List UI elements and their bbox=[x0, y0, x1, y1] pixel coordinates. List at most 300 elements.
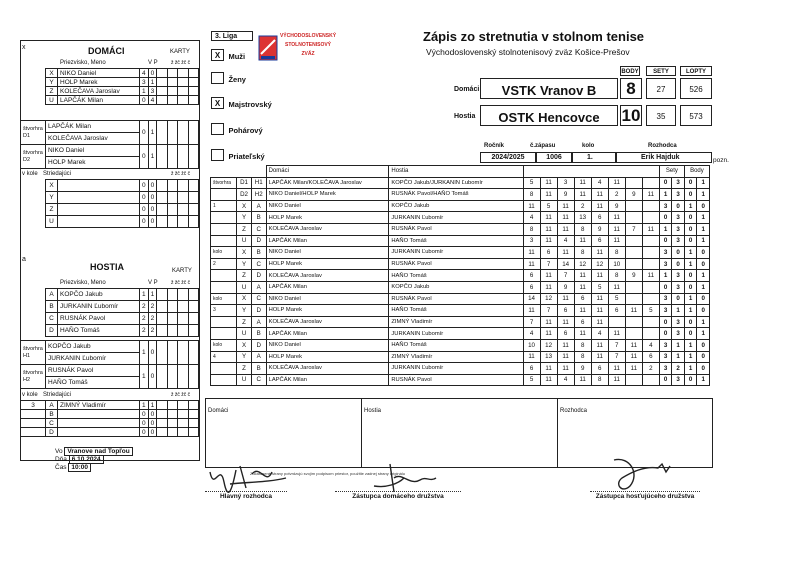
cell: 3 bbox=[672, 177, 685, 189]
cell bbox=[167, 96, 177, 105]
cell: 0 bbox=[684, 223, 697, 235]
cell: 11 bbox=[625, 351, 642, 363]
cell: 4 bbox=[557, 235, 574, 247]
cell bbox=[188, 145, 198, 169]
label-majstrovsky: Majstrovský bbox=[228, 100, 272, 109]
cell: 9 bbox=[557, 281, 574, 293]
sign-hostia: Zástupca hosťujúceho družstva bbox=[590, 491, 700, 500]
cell bbox=[167, 121, 177, 145]
cell: NIKO Daniel bbox=[266, 339, 389, 351]
cell: 1 bbox=[659, 189, 672, 201]
cell: 0 bbox=[684, 281, 697, 293]
cell: KOPČO Jakub bbox=[58, 289, 140, 301]
notes-hostia: Hostia bbox=[364, 408, 382, 414]
domaci-role: Domáci bbox=[454, 86, 480, 93]
cell: NIKO Daniel bbox=[266, 293, 389, 305]
domaci-lopty: 526 bbox=[680, 78, 712, 99]
cell: 1 bbox=[672, 339, 685, 351]
home-doubles-table bbox=[20, 120, 199, 169]
cell bbox=[157, 216, 167, 228]
cell: RUSNÁK Pavol bbox=[58, 313, 140, 325]
cell bbox=[188, 313, 198, 325]
kolo-label: kolo bbox=[582, 143, 595, 149]
cell: 0 bbox=[140, 216, 149, 228]
cell: HAŇO Tomáš bbox=[389, 305, 523, 317]
cell: 11 bbox=[557, 351, 574, 363]
cell: 1 bbox=[684, 293, 697, 305]
cell bbox=[625, 328, 642, 340]
dna-label: Dňa bbox=[55, 456, 67, 463]
cell: 0 bbox=[148, 216, 157, 228]
cell bbox=[188, 204, 198, 216]
cell: 11 bbox=[574, 374, 591, 386]
hostia-body: 10 bbox=[621, 106, 641, 125]
cell: 1 bbox=[697, 328, 710, 340]
match-row bbox=[211, 258, 710, 270]
cell: 1 bbox=[697, 374, 710, 386]
home-sub-row bbox=[46, 180, 199, 192]
cell: KOLEČAVA Jaroslav bbox=[266, 270, 389, 282]
cell: 1 bbox=[659, 270, 672, 282]
match-row bbox=[211, 374, 710, 386]
cell: 0 bbox=[148, 341, 157, 365]
cell: 8 bbox=[591, 374, 608, 386]
cell: 0 bbox=[659, 316, 672, 328]
cell: X bbox=[46, 180, 58, 192]
cell bbox=[167, 204, 177, 216]
cell: JURKANIN Ľubomír bbox=[389, 212, 523, 224]
cell: A bbox=[46, 401, 58, 410]
cell: 1 bbox=[684, 351, 697, 363]
logo-text-1: VÝCHODOSLOVENSKÝ bbox=[279, 33, 337, 39]
score-head-sety: SETY bbox=[646, 66, 676, 76]
match-row bbox=[211, 328, 710, 340]
cell: LAPČÁK Milan bbox=[266, 374, 389, 386]
cell: JURKANIN Ľubomír bbox=[389, 247, 523, 259]
cell bbox=[58, 410, 140, 419]
cell: 0 bbox=[697, 351, 710, 363]
away-doubles-table bbox=[20, 340, 199, 389]
cell bbox=[167, 289, 177, 301]
cell: HAŇO Tomáš bbox=[389, 235, 523, 247]
cell: 1 bbox=[148, 78, 157, 87]
cell bbox=[157, 96, 167, 105]
zzc-head-home: ž žč žč č bbox=[171, 60, 191, 66]
vo-label: Vo bbox=[55, 448, 63, 455]
cell: 8 bbox=[574, 339, 591, 351]
cell: 3 bbox=[557, 177, 574, 189]
cell: ZIMNÝ Vladimír bbox=[58, 401, 140, 410]
cell bbox=[188, 96, 198, 105]
cell: 0 bbox=[684, 189, 697, 201]
cell: 1 bbox=[148, 289, 157, 301]
cell: LAPČÁK Milan bbox=[266, 328, 389, 340]
cell: 3 bbox=[659, 258, 672, 270]
cell bbox=[167, 325, 177, 337]
cell: B bbox=[251, 363, 266, 375]
vo-value: Vranove nad Topľou bbox=[64, 447, 132, 456]
cell: 10 bbox=[523, 339, 540, 351]
cell: 3 bbox=[148, 87, 157, 96]
cell: LAPČÁK Milan bbox=[266, 235, 389, 247]
cell: 8 bbox=[523, 223, 540, 235]
cell: 11 bbox=[608, 212, 625, 224]
cell bbox=[642, 281, 659, 293]
cell bbox=[167, 192, 177, 204]
cell: 10 bbox=[608, 258, 625, 270]
cell: 0 bbox=[659, 281, 672, 293]
away-double-row bbox=[21, 365, 199, 377]
cell: 11 bbox=[608, 374, 625, 386]
cell bbox=[167, 145, 177, 169]
cell: 11 bbox=[574, 328, 591, 340]
cell: A bbox=[251, 200, 266, 212]
logo bbox=[257, 30, 337, 70]
category-priatelsky[interactable] bbox=[211, 146, 265, 164]
cell: 0 bbox=[697, 200, 710, 212]
cell: 11 bbox=[523, 247, 540, 259]
cell: 2 bbox=[211, 258, 237, 270]
vp-head-away: V P bbox=[148, 280, 158, 286]
cell: 11 bbox=[608, 281, 625, 293]
checkbox-majstrovsky[interactable]: X bbox=[211, 97, 224, 109]
cell: 12 bbox=[574, 258, 591, 270]
cell: 11 bbox=[540, 223, 557, 235]
checkbox-poharovy[interactable] bbox=[211, 123, 224, 135]
cell bbox=[608, 316, 625, 328]
cell: 5 bbox=[642, 305, 659, 317]
liga-label: 3. Liga bbox=[215, 33, 238, 40]
home-subs-table bbox=[45, 179, 199, 228]
cell: 0 bbox=[140, 145, 149, 169]
home-player-row bbox=[46, 87, 199, 96]
cell: 6 bbox=[523, 363, 540, 375]
cell bbox=[167, 180, 177, 192]
cell bbox=[625, 281, 642, 293]
cell: 0 bbox=[672, 247, 685, 259]
cell: 8 bbox=[608, 270, 625, 282]
cell: 0 bbox=[684, 374, 697, 386]
vp-head-home: V P bbox=[148, 60, 158, 66]
cell: X bbox=[237, 247, 252, 259]
cell bbox=[642, 235, 659, 247]
cell bbox=[211, 363, 237, 375]
cell bbox=[625, 316, 642, 328]
home-sub-row bbox=[46, 204, 199, 216]
cell: 11 bbox=[540, 235, 557, 247]
match-row bbox=[211, 189, 710, 201]
cell bbox=[642, 328, 659, 340]
match-row bbox=[211, 363, 710, 375]
cell bbox=[167, 419, 177, 428]
cell: 2 bbox=[574, 200, 591, 212]
cell bbox=[178, 325, 188, 337]
cell: C bbox=[251, 293, 266, 305]
kolo-value: 1. bbox=[572, 152, 616, 163]
cell: 3 bbox=[672, 223, 685, 235]
cell: A bbox=[46, 289, 58, 301]
label-poharovy: Pohárový bbox=[228, 126, 263, 135]
left-x-mark: x bbox=[22, 44, 26, 51]
cell: 6 bbox=[591, 235, 608, 247]
home-players-table bbox=[45, 68, 199, 105]
cell: 2 bbox=[148, 301, 157, 313]
cell: HOLP Marek bbox=[46, 157, 140, 169]
cell: kolo bbox=[211, 293, 237, 305]
cell: 3 bbox=[672, 212, 685, 224]
cell: D1 bbox=[237, 177, 252, 189]
cell bbox=[157, 204, 167, 216]
zzc-head-away: ž žč žč č bbox=[171, 280, 191, 286]
cell: 3 bbox=[672, 374, 685, 386]
cell bbox=[178, 410, 188, 419]
cell: 11 bbox=[540, 328, 557, 340]
match-row bbox=[211, 177, 710, 189]
cell bbox=[157, 313, 167, 325]
cell: ZIMNÝ Vladimír bbox=[389, 316, 523, 328]
cell bbox=[188, 78, 198, 87]
cell: 3 bbox=[672, 281, 685, 293]
cell: Y bbox=[46, 78, 58, 87]
cell: 3 bbox=[672, 189, 685, 201]
cell: U bbox=[46, 216, 58, 228]
cell: Z bbox=[237, 270, 252, 282]
label-priatelsky: Priateľský bbox=[228, 152, 265, 161]
cell: 0 bbox=[148, 204, 157, 216]
left-a-mark: a bbox=[22, 256, 26, 263]
cell: HAŇO Tomáš bbox=[389, 270, 523, 282]
cell: 8 bbox=[574, 223, 591, 235]
cell bbox=[642, 316, 659, 328]
cell bbox=[157, 419, 167, 428]
cell: HOLP Marek bbox=[266, 212, 389, 224]
cell: 11 bbox=[540, 212, 557, 224]
cell bbox=[178, 69, 188, 78]
away-sub-row bbox=[21, 419, 199, 428]
name-head-home: Priezvisko, Meno bbox=[60, 60, 106, 66]
cell: 12 bbox=[540, 293, 557, 305]
cell: D bbox=[251, 339, 266, 351]
cell bbox=[178, 428, 188, 437]
cell: štvorhra bbox=[211, 177, 237, 189]
cell: 3 bbox=[659, 351, 672, 363]
checkbox-priatelsky[interactable] bbox=[211, 149, 224, 161]
place-date bbox=[55, 448, 133, 472]
cell: štvorhra H1 bbox=[21, 341, 46, 365]
cell bbox=[211, 316, 237, 328]
cell: 1 bbox=[697, 281, 710, 293]
match-row bbox=[211, 293, 710, 305]
cell bbox=[211, 374, 237, 386]
hostia-role: Hostia bbox=[454, 113, 476, 120]
cell: RUSNÁK Pavol/HAŇO Tomáš bbox=[389, 189, 523, 201]
cell bbox=[642, 374, 659, 386]
cell: 0 bbox=[140, 410, 149, 419]
cell: JURKANIN Ľubomír bbox=[389, 328, 523, 340]
checkbox-zeny[interactable] bbox=[211, 72, 224, 84]
domaci-body: 8 bbox=[620, 78, 642, 99]
cell: 7 bbox=[557, 270, 574, 282]
away-double-row bbox=[21, 341, 199, 353]
cell: 11 bbox=[557, 247, 574, 259]
cell: 11 bbox=[625, 339, 642, 351]
cell: 11 bbox=[540, 177, 557, 189]
cell: 0 bbox=[659, 328, 672, 340]
cell: 3 bbox=[523, 235, 540, 247]
cell: U bbox=[237, 328, 252, 340]
cell: Z bbox=[46, 204, 58, 216]
cell: 11 bbox=[625, 305, 642, 317]
cell: 9 bbox=[591, 223, 608, 235]
cell: 2 bbox=[642, 363, 659, 375]
zapas-value: 1006 bbox=[536, 152, 572, 163]
cell: 1 bbox=[697, 223, 710, 235]
cell: 5 bbox=[540, 200, 557, 212]
category-zeny[interactable] bbox=[211, 69, 246, 87]
cell: 11 bbox=[523, 258, 540, 270]
page-subtitle: Východoslovenský stolnotenisový zväz Košice-Prešov bbox=[426, 47, 630, 57]
cell bbox=[211, 270, 237, 282]
cell: 2 bbox=[148, 313, 157, 325]
cell: U bbox=[46, 96, 58, 105]
cell bbox=[157, 428, 167, 437]
cell: C bbox=[251, 258, 266, 270]
cell: 1 bbox=[148, 401, 157, 410]
category-majstrovsky[interactable] bbox=[211, 94, 272, 112]
cell: 0 bbox=[148, 192, 157, 204]
cell bbox=[58, 204, 140, 216]
sign-hlavny: Hlavný rozhodca bbox=[205, 491, 287, 500]
cell bbox=[188, 401, 198, 410]
cell: 11 bbox=[591, 316, 608, 328]
cell: KOLEČAVA Jaroslav bbox=[46, 133, 140, 145]
cell bbox=[178, 216, 188, 228]
cell: 11 bbox=[591, 339, 608, 351]
cell: U bbox=[237, 374, 252, 386]
cell: NIKO Daniel bbox=[58, 69, 140, 78]
cell: D bbox=[46, 428, 58, 437]
cell: Z bbox=[237, 223, 252, 235]
cell: 11 bbox=[591, 351, 608, 363]
cell: 1 bbox=[684, 200, 697, 212]
cell: 13 bbox=[540, 351, 557, 363]
cell bbox=[188, 69, 198, 78]
home-double-row bbox=[21, 121, 199, 133]
cell bbox=[625, 212, 642, 224]
cell: D2 bbox=[237, 189, 252, 201]
cell: A bbox=[251, 351, 266, 363]
category-poharovy[interactable] bbox=[211, 120, 263, 138]
cell bbox=[178, 313, 188, 325]
cell: 1 bbox=[697, 235, 710, 247]
cell: 9 bbox=[574, 363, 591, 375]
karty-label-away: KARTY bbox=[172, 268, 192, 274]
cell: 2 bbox=[608, 189, 625, 201]
cell bbox=[178, 192, 188, 204]
cell: RUSNÁK Pavol bbox=[46, 365, 140, 377]
checkbox-muzi[interactable]: X bbox=[211, 49, 224, 61]
cell: 6 bbox=[642, 351, 659, 363]
cell bbox=[167, 365, 177, 389]
cell bbox=[642, 200, 659, 212]
cell: 1 bbox=[140, 289, 149, 301]
match-row bbox=[211, 305, 710, 317]
cell: 8 bbox=[574, 351, 591, 363]
cell: 4 bbox=[591, 177, 608, 189]
cell bbox=[178, 180, 188, 192]
cell: 11 bbox=[574, 281, 591, 293]
cell: Z bbox=[46, 87, 58, 96]
cell bbox=[188, 325, 198, 337]
cell: 3 bbox=[659, 247, 672, 259]
cas-value: 10:00 bbox=[68, 463, 91, 472]
cell bbox=[167, 428, 177, 437]
cell: LAPČÁK Milan bbox=[58, 96, 140, 105]
cell: Z bbox=[237, 363, 252, 375]
cell bbox=[157, 145, 167, 169]
cell: 3 bbox=[140, 78, 149, 87]
away-players-table bbox=[45, 288, 199, 337]
dna-value: 6.10.2024 bbox=[69, 455, 104, 464]
cell: 4 bbox=[523, 328, 540, 340]
cell: 0 bbox=[148, 69, 157, 78]
cell: Y bbox=[237, 351, 252, 363]
home-player-row bbox=[46, 96, 199, 105]
cell: 4 bbox=[557, 374, 574, 386]
home-sub-row bbox=[46, 192, 199, 204]
striedajuci-away: Striedajúci bbox=[43, 392, 72, 398]
cell: 6 bbox=[574, 316, 591, 328]
cell: 2 bbox=[140, 313, 149, 325]
cell: C bbox=[251, 374, 266, 386]
matches-head-body: Body bbox=[684, 166, 709, 178]
cell: A bbox=[251, 316, 266, 328]
cell: U bbox=[237, 281, 252, 293]
away-sub-row bbox=[21, 401, 199, 410]
cell: 6 bbox=[523, 281, 540, 293]
cell: 1 bbox=[140, 87, 149, 96]
hostia-team-box bbox=[480, 105, 618, 126]
cell: 7 bbox=[608, 339, 625, 351]
cell: HAŇO Tomáš bbox=[389, 339, 523, 351]
match-row bbox=[211, 316, 710, 328]
cell bbox=[157, 192, 167, 204]
cell: 0 bbox=[697, 339, 710, 351]
cell: 6 bbox=[557, 305, 574, 317]
rozhodca-value: Erik Hajduk bbox=[616, 152, 712, 163]
category-muzi[interactable] bbox=[211, 46, 245, 64]
cell: 11 bbox=[540, 374, 557, 386]
cell: RUSNÁK Pavol bbox=[389, 258, 523, 270]
cell: LAPČÁK Milan/KOLEČAVA Jaroslav bbox=[266, 177, 389, 189]
cell: C bbox=[46, 313, 58, 325]
cell bbox=[178, 419, 188, 428]
away-sub-row bbox=[21, 428, 199, 437]
cell bbox=[625, 235, 642, 247]
cell: 2 bbox=[140, 301, 149, 313]
cell: kolo bbox=[211, 247, 237, 259]
cell: 11 bbox=[591, 270, 608, 282]
cell bbox=[211, 235, 237, 247]
vkole-away: v kole bbox=[22, 392, 38, 398]
cell bbox=[178, 78, 188, 87]
rozhodca-label: Rozhodca bbox=[648, 143, 677, 149]
cell: NIKO Daniel bbox=[266, 247, 389, 259]
cell: 3 bbox=[211, 305, 237, 317]
cell: 11 bbox=[608, 235, 625, 247]
cell: NIKO Daniel bbox=[46, 145, 140, 157]
cell: kolo bbox=[211, 339, 237, 351]
